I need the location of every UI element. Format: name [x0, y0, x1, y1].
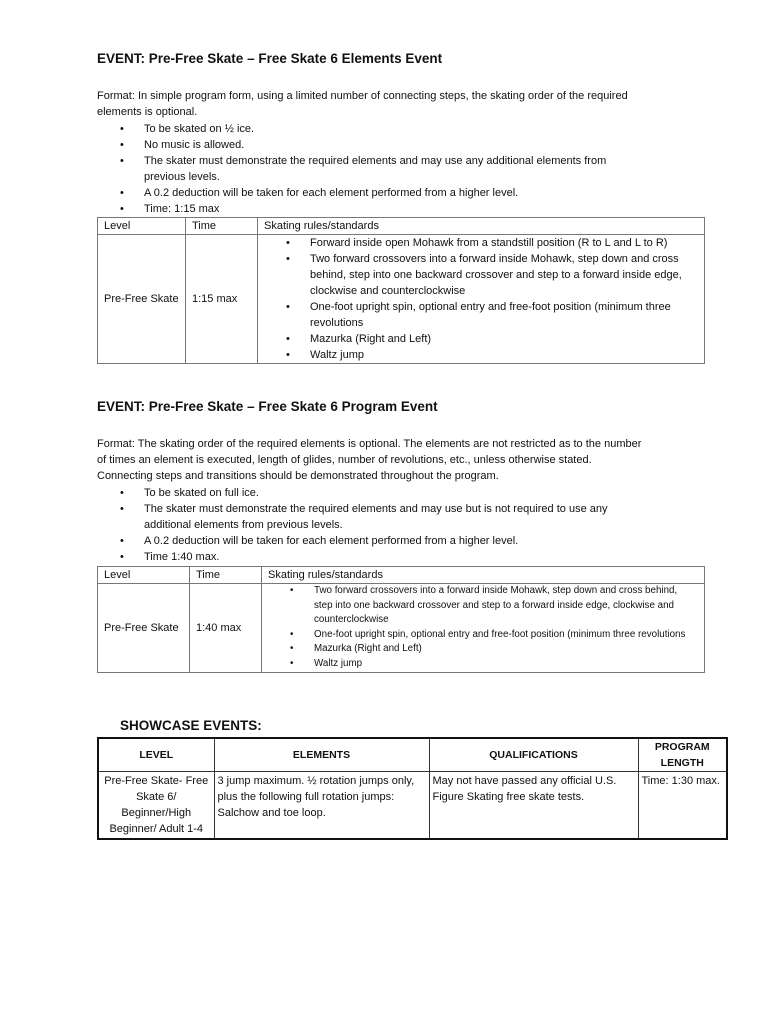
- event2-label: EVENT: [97, 399, 141, 414]
- event1-format: Format: In simple program form, using a limited number of connecting steps, the skating order of the required elements is optional.: [97, 90, 628, 118]
- time-cell: 1:40 max: [190, 584, 262, 673]
- table-row: [98, 584, 705, 673]
- rule-item: • Two forward crossovers into a forward inside Mohawk, step down and cross behind, step into one backward crossover and step to a forward inside edge, clockwise and counterclockwise: [264, 251, 698, 299]
- column-header-time: Time: [190, 567, 262, 584]
- table-row: [98, 772, 727, 840]
- table-header-row: [98, 567, 705, 584]
- event1-rules-table: [97, 217, 705, 364]
- rules-cell: [258, 235, 705, 364]
- showcase-elements-cell: 3 jump maximum. ½ rotation jumps only, plus the following full rotation jumps: Salchow and toe loop.: [214, 772, 429, 840]
- level-cell: Pre-Free Skate: [98, 235, 186, 364]
- column-header-level: Level: [98, 567, 190, 584]
- table-header-row: [98, 218, 705, 235]
- list-item: • To be skated on ½ ice.: [120, 121, 640, 137]
- rule-item: • Mazurka (Right and Left): [268, 642, 698, 657]
- event1-label: EVENT: [97, 51, 141, 66]
- level-cell: Pre-Free Skate: [98, 584, 190, 673]
- column-header-rules: Skating rules/standards: [262, 567, 705, 584]
- event2-title: [97, 399, 438, 415]
- table-row: [98, 235, 705, 364]
- showcase-program-length-cell: Time: 1:30 max.: [638, 772, 727, 840]
- event1-title: [97, 51, 442, 67]
- column-header-time: Time: [186, 218, 258, 235]
- rule-item: • Forward inside open Mohawk from a standstill position (R to L and L to R): [264, 235, 698, 251]
- rule-item: • Waltz jump: [268, 657, 698, 672]
- rule-item: • Waltz jump: [264, 347, 698, 363]
- column-header-elements: ELEMENTS: [214, 738, 429, 772]
- event2-name: : Pre-Free Skate – Free Skate 6 Program Event: [140, 399, 438, 414]
- list-item: • No music is allowed.: [120, 137, 640, 153]
- time-cell: 1:15 max: [186, 235, 258, 364]
- list-item: • A 0.2 deduction will be taken for each element performed from a higher level.: [120, 185, 640, 201]
- rules-cell: [262, 584, 705, 673]
- rule-item: • One-foot upright spin, optional entry and free-foot position (minimum three revolutions: [268, 628, 698, 643]
- event2-rules-table: [97, 566, 705, 673]
- column-header-qualifications: QUALIFICATIONS: [429, 738, 638, 772]
- table-header-row: [98, 738, 727, 772]
- event1-bullet-list: [120, 121, 640, 217]
- rule-item: • Mazurka (Right and Left): [264, 331, 698, 347]
- list-item: • A 0.2 deduction will be taken for each element performed from a higher level.: [120, 533, 640, 549]
- showcase-title: SHOWCASE EVENTS:: [120, 718, 262, 733]
- column-header-level: LEVEL: [98, 738, 214, 772]
- event2-format: Format: The skating order of the required elements is optional. The elements are not restricted as to the number of times an element is executed, length of glides, number of revolutions, etc., unless otherwise stated. Connecting steps and transitions should be demonstrated throughout the program.: [97, 438, 642, 482]
- list-item: • Time: 1:15 max: [120, 201, 640, 217]
- showcase-level-cell: Pre-Free Skate- Free Skate 6/ Beginner/High Beginner/ Adult 1-4: [98, 772, 214, 840]
- event2-bullet-list: [120, 485, 640, 565]
- showcase-table: [97, 737, 728, 840]
- column-header-program-length: PROGRAM LENGTH: [638, 738, 727, 772]
- column-header-level: Level: [98, 218, 186, 235]
- event1-name: : Pre-Free Skate – Free Skate 6 Elements Event: [140, 51, 443, 66]
- list-item: • To be skated on full ice.: [120, 485, 640, 501]
- column-header-rules: Skating rules/standards: [258, 218, 705, 235]
- showcase-qualifications-cell: May not have passed any official U.S. Figure Skating free skate tests.: [429, 772, 638, 840]
- list-item: • The skater must demonstrate the required elements and may use any additional elements from previous levels.: [120, 153, 640, 185]
- list-item: • The skater must demonstrate the required elements and may use but is not required to use any additional elements from previous levels.: [120, 501, 640, 533]
- rule-item: • Two forward crossovers into a forward inside Mohawk, step down and cross behind, step into one backward crossover and step to a forward inside edge, clockwise and counterclockwise: [268, 584, 698, 628]
- list-item: • Time 1:40 max.: [120, 549, 640, 565]
- rule-item: • One-foot upright spin, optional entry and free-foot position (minimum three revolutions: [264, 299, 698, 331]
